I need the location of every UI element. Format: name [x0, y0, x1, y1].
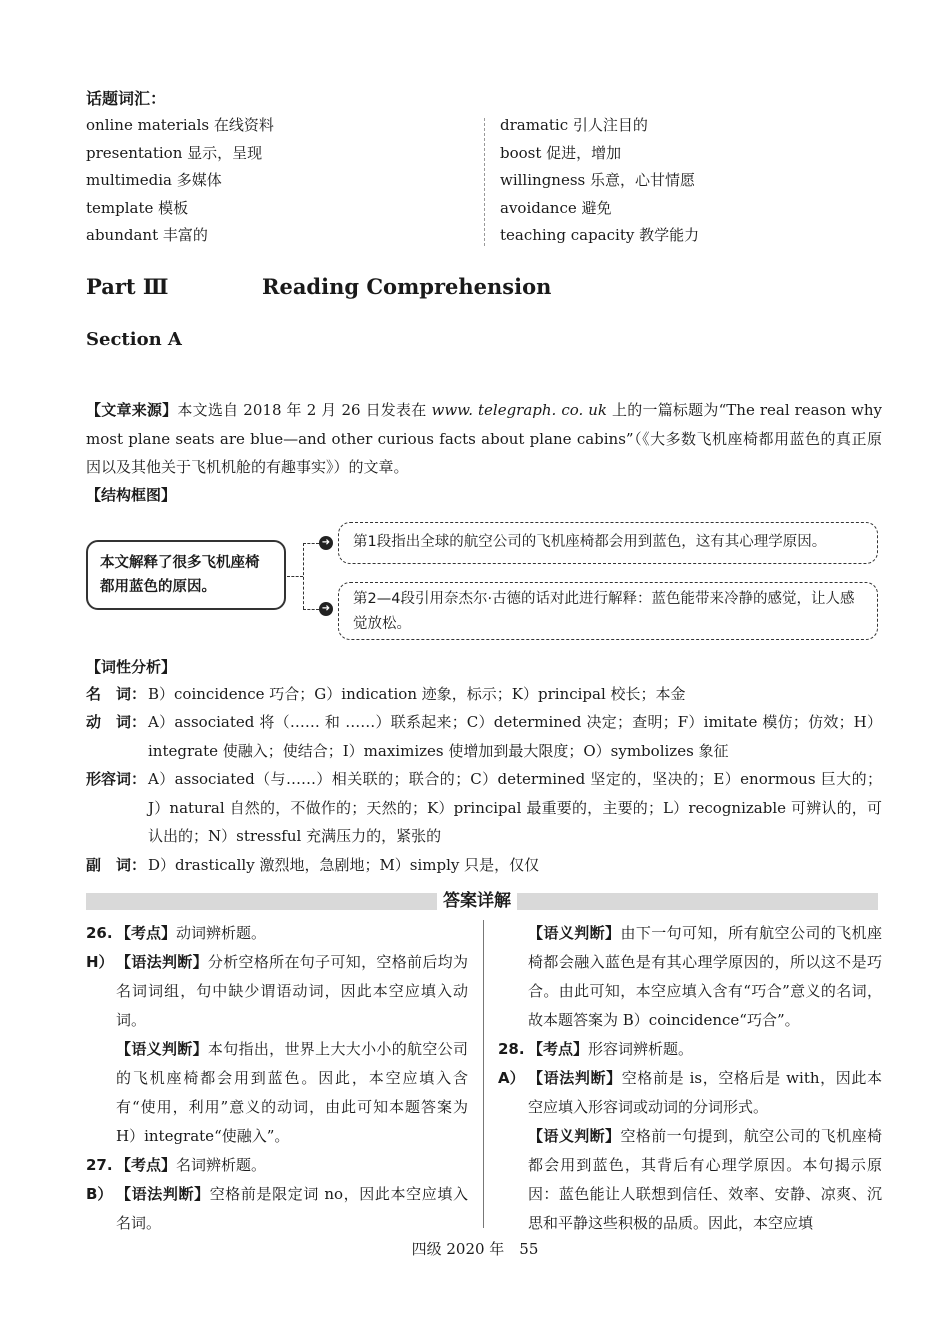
answer-letter: H） [86, 953, 114, 971]
structure-main-box: 本文解释了很多飞机座椅都用蓝色的原因。 [86, 540, 286, 610]
vocab-divider [484, 118, 485, 246]
vocab-item: avoidance 避免 [500, 198, 612, 217]
answer-letter: B） [86, 1185, 113, 1203]
vocab-item: abundant 丰富的 [86, 226, 208, 244]
vocab-item: online materials 在线资料 [86, 116, 274, 134]
vocab-item: presentation 显示，呈现 [86, 143, 263, 162]
connector [287, 576, 303, 577]
structure-box-2: 第2—4段引用奈杰尔·古德的话对此进行解释：蓝色能带来冷静的感觉，让人感觉放松。 [338, 582, 878, 640]
source-label: 【文章来源】 [86, 401, 178, 419]
pos-row-label: 形容词： [86, 770, 147, 788]
part-title: Reading Comprehension [262, 274, 552, 299]
q28-grammar: A） 【语法判断】空格前是 is，空格后是 with，因此本空应填入形容词或动词的分词形式。 [498, 1064, 882, 1122]
arrow-right-icon: ➜ [319, 536, 333, 550]
vocab-left-list [86, 112, 274, 250]
pos-row-adjective [86, 765, 882, 851]
pos-row-label: 名 词： [86, 685, 147, 703]
q26-point: 26. 【考点】动词辨析题。 [86, 919, 468, 948]
page-footer: 四级 2020 年 55 [411, 1240, 539, 1258]
q27-point: 27. 【考点】名词辨析题。 [86, 1151, 468, 1180]
vocab-item: multimedia 多媒体 [86, 171, 222, 189]
part-label: Part Ⅲ [86, 274, 169, 299]
vocab-item: boost 促进，增加 [500, 143, 622, 162]
section-heading: Section A [86, 329, 182, 350]
connector [303, 609, 319, 610]
pos-row-adverb [86, 851, 882, 880]
pos-label: 【词性分析】 [86, 658, 177, 676]
pos-row-label: 动 词： [86, 713, 147, 731]
question-number: 26. [86, 924, 113, 942]
pos-row-text: D）drastically 激烈地，急剧地；M）simply 只是，仅仅 [148, 856, 540, 874]
q26-grammar: H） 【语法判断】分析空格所在句子可知，空格前后均为名词词组，句中缺少谓语动词，因此本空应填入动词。 [86, 948, 468, 1035]
source-text-2: 上的一篇标题为“The real reason why most plane seats are blue—and other curious facts about plane cabins”（《大多数飞机座椅都用蓝色的真正原因以及其他关于飞机机舱的有趣事实》）的文章。 [86, 401, 882, 476]
pos-row-noun [86, 680, 882, 709]
answers-left-column [86, 919, 468, 1238]
question-number: 28. [498, 1040, 525, 1058]
q26-semantic: 【语义判断】本句指出，世界上大大小小的航空公司的飞机座椅都会用到蓝色。因此，本空应填入含有“使用，利用”意义的动词，由此可知本题答案为 H）integrate“使融入”。 [116, 1040, 468, 1145]
vocab-item: willingness 乐意，心甘情愿 [500, 171, 695, 189]
structure-label: 【结构框图】 [86, 486, 177, 504]
pos-row-text: B）coincidence 巧合；G）indication 迹象，标示；K）principal 校长；本金 [148, 685, 686, 703]
vocab-item: dramatic 引人注目的 [500, 116, 648, 134]
column-divider [483, 920, 484, 1228]
pos-row-label: 副 词： [86, 856, 147, 874]
source-site: www. telegraph. co. uk [431, 401, 608, 419]
vocab-right-list [500, 112, 699, 250]
source-text: 本文选自 2018 年 2 月 26 日发表在 [177, 401, 432, 419]
pos-row-text: A）associated（与……）相关联的；联合的；C）determined 坚定的，坚决的；E）enormous 巨大的；J）natural 自然的，不做作的；天然的；K）principal 最重要的，主要的；L）recognizable 可辨认的，可认出的；N）stressful 充满压力的，紧张的 [148, 770, 882, 845]
vocab-item: teaching capacity 教学能力 [500, 226, 700, 244]
answer-letter: A） [498, 1069, 525, 1087]
pos-row-verb [86, 708, 882, 765]
q27-semantic: 【语义判断】由下一句可知，所有航空公司的飞机座椅都会融入蓝色是有其心理学原因的，所以这不是巧合。由此可知，本空应填入含有“巧合”意义的名词，故本题答案为 B）coincidence“巧合”。 [528, 924, 882, 1029]
vocab-item: template 模板 [86, 198, 189, 217]
article-source [86, 396, 882, 482]
answers-title: 答案详解 [437, 888, 517, 914]
pos-row-text: A）associated 将（…… 和 ……）联系起来；C）determined 决定；查明；F）imitate 模仿；仿效；H）integrate 使融入；使结合；I）maximizes 使增加到最大限度；O）symbolizes 象征 [148, 713, 882, 760]
answers-right-column [498, 919, 882, 1238]
connector [303, 543, 319, 544]
question-number: 27. [86, 1156, 113, 1174]
q27-grammar: B） 【语法判断】空格前是限定词 no，因此本空应填入名词。 [86, 1180, 468, 1238]
connector [303, 543, 304, 609]
vocab-heading: 话题词汇： [86, 89, 167, 108]
q28-semantic: 【语义判断】空格前一句提到，航空公司的飞机座椅都会用到蓝色，其背后有心理学原因。本句揭示原因：蓝色能让人联想到信任、效率、安静、凉爽、沉思和平静这些积极的品质。因此，本空应填 [528, 1127, 882, 1232]
q28-point: 28. 【考点】形容词辨析题。 [498, 1035, 882, 1064]
arrow-right-icon: ➜ [319, 602, 333, 616]
structure-box-1: 第1段指出全球的航空公司的飞机座椅都会用到蓝色，这有其心理学原因。 [338, 522, 878, 564]
